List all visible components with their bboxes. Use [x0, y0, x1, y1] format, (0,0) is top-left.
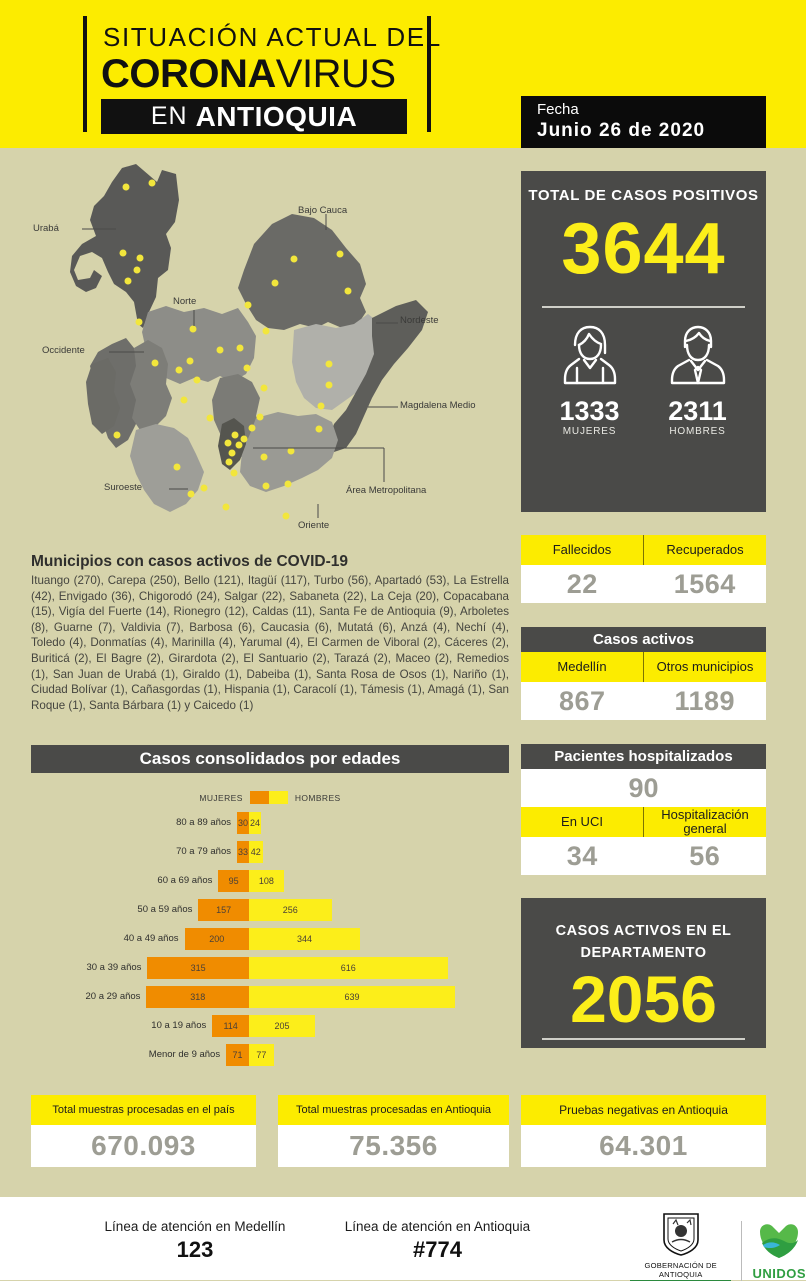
date-value: Junio 26 de 2020 — [537, 120, 706, 141]
header-location-prefix: EN — [150, 102, 188, 130]
active-department-number: 2056 — [570, 962, 717, 1036]
header-rule-left — [83, 16, 87, 132]
map-label-occidente: Occidente — [42, 345, 85, 356]
age-bar-row — [137, 899, 331, 921]
map-label-oriente: Oriente — [298, 520, 330, 531]
hospitalized-heads — [521, 807, 766, 837]
map-label-nordeste: Nordeste — [400, 315, 439, 326]
active-cases-title: Casos activos — [521, 627, 766, 652]
age-bar-row — [148, 1044, 274, 1066]
active-department-divider — [542, 1038, 745, 1040]
age-bar-row — [151, 1015, 315, 1037]
age-bar-segment-hombres: 42 — [249, 841, 263, 863]
age-chart-bars — [0, 812, 510, 1077]
header-location-banner — [101, 99, 407, 134]
header-title-bold: CORONA — [101, 52, 276, 96]
women-count: 1333 — [559, 396, 620, 426]
age-bar-segment-hombres: 205 — [249, 1015, 315, 1037]
uci-label: En UCI — [521, 807, 644, 837]
antioquia-map — [16, 152, 510, 542]
age-bar-label: 50 a 59 años — [137, 904, 193, 915]
date-label: Fecha — [537, 101, 579, 118]
age-bar-row — [157, 870, 283, 892]
age-bar-label: 40 a 49 años — [123, 933, 179, 944]
map-label-norte: Norte — [173, 296, 197, 307]
legend-swatch-hombres — [269, 791, 288, 804]
hospitalized-values — [521, 837, 766, 875]
negatives-value: 64.301 — [521, 1125, 766, 1167]
age-bar-segment-mujeres: 318 — [146, 986, 249, 1008]
age-bar-segment-mujeres: 71 — [226, 1044, 249, 1066]
antioquia-hotline-label: Línea de atención en Antioquia — [344, 1219, 531, 1234]
age-bar-label: 70 a 79 años — [176, 846, 231, 857]
footer-logos — [630, 1212, 806, 1281]
antioquia-hotline — [330, 1219, 545, 1263]
negatives-label: Pruebas negativas en Antioquia — [521, 1095, 766, 1125]
age-bar-segment-mujeres: 95 — [218, 870, 249, 892]
age-bar-row — [176, 812, 261, 834]
hospitalized-panel — [521, 744, 766, 875]
gobernacion-logo-text: GOBERNACIÓN DE ANTIOQUIA — [630, 1261, 731, 1281]
unidos-logo — [741, 1221, 806, 1281]
age-bar-segment-mujeres: 30 — [237, 812, 249, 834]
age-bar-segment-hombres: 108 — [249, 870, 284, 892]
gobernacion-logo — [630, 1212, 731, 1281]
age-bar-segment-hombres: 639 — [249, 986, 455, 1008]
hospitalized-total: 90 — [521, 769, 766, 807]
active-cases-panel — [521, 627, 766, 720]
total-cases-panel — [521, 171, 766, 512]
header-subtitle: SITUACIÓN ACTUAL DEL — [103, 22, 442, 52]
medellin-hotline-label: Línea de atención en Medellín — [104, 1219, 286, 1234]
medellin-hotline-number: 123 — [176, 1237, 214, 1262]
municipios-title: Municipios con casos activos de COVID-19 — [31, 553, 348, 570]
active-otros-value: 1189 — [674, 685, 736, 716]
age-chart-legend — [0, 791, 540, 804]
negatives-card — [521, 1095, 766, 1167]
header-location-name: ANTIOQUIA — [195, 100, 358, 132]
age-bar-label: Menor de 9 años — [148, 1049, 221, 1060]
uci-value: 34 — [566, 840, 598, 871]
map-label-uraba: Urabá — [33, 223, 59, 234]
men-label: HOMBRES — [669, 426, 726, 437]
active-department-title-line1: CASOS ACTIVOS EN EL — [555, 923, 732, 939]
women-label: MUJERES — [562, 426, 617, 437]
age-bar-segment-mujeres: 33 — [237, 841, 249, 863]
active-department-title — [521, 898, 766, 964]
header-title — [101, 52, 396, 97]
map-label-suroeste: Suroeste — [104, 482, 143, 493]
map-label-bajocauca: Bajo Cauca — [298, 205, 348, 216]
age-bar-segment-hombres: 77 — [249, 1044, 274, 1066]
age-bar-row — [123, 928, 360, 950]
header-title-light: VIRUS — [275, 52, 396, 96]
deaths-recovered-heads — [521, 535, 766, 565]
coat-of-arms-icon — [661, 1212, 701, 1256]
age-bar-row — [85, 986, 455, 1008]
gender-breakdown — [521, 323, 766, 437]
woman-icon — [559, 323, 621, 387]
legend-label-mujeres: MUJERES — [199, 792, 243, 803]
men-count: 2311 — [668, 396, 727, 426]
samples-card-pais — [31, 1095, 256, 1167]
age-bar-segment-mujeres: 315 — [147, 957, 249, 979]
age-chart-title: Casos consolidados por edades — [31, 745, 509, 773]
age-bar-segment-hombres: 344 — [249, 928, 360, 950]
age-bar-label: 30 a 39 años — [86, 962, 142, 973]
samples-card-antioquia-label: Total muestras procesadas en Antioquia — [278, 1095, 509, 1125]
age-bar-segment-mujeres: 200 — [185, 928, 250, 950]
samples-card-pais-label: Total muestras procesadas en el país — [31, 1095, 256, 1125]
age-bar-label: 80 a 89 años — [176, 817, 231, 828]
man-icon — [667, 323, 729, 387]
age-bar-label: 20 a 29 años — [85, 991, 141, 1002]
map-region-suroeste — [130, 424, 204, 512]
active-department-title-line2: DEPARTAMENTO — [580, 945, 707, 961]
total-cases-number: 3644 — [561, 209, 726, 289]
general-label: Hospitalización general — [661, 807, 749, 836]
active-cases-heads — [521, 652, 766, 682]
total-cases-divider — [542, 306, 745, 308]
deaths-value: 22 — [566, 568, 598, 599]
recovered-label: Recuperados — [666, 542, 744, 557]
legend-label-hombres: HOMBRES — [294, 792, 341, 803]
samples-card-pais-value: 670.093 — [31, 1125, 256, 1167]
municipios-list: Ituango (270), Carepa (250), Bello (121), Itagüí (117), Turbo (56), Apartadó (53), La Estrella (42), Envigado (36), Chigorodó (24), Salgar (22), Sabaneta (22), La Ceja (20), Copacabana (15), Vigía del Fuerte (14), Rionegro (12), Caldas (11), Santa Fe de Antioquia (9), Arboletes (8), Guarne (7), Valdivia (7), Barbosa (6), Caucasia (6), Mutatá (6), Anzá (4), Nechí (4), Toledo (4), Donmatías (4), Marinilla (4), Yarumal (4), El Carmen de Viboral (2), Cáceres (2), Buriticá (2), El Bagre (2), Girardota (2), El Santuario (2), Tarazá (2), Maceo (2), Remedios (1), San Juan de Urabá (1), Giraldo (1), Dabeiba (1), Santa Rosa de Osos (1), Nariño (1), Ciudad Bolívar (1), Cañasgordas (1), Hispania (1), Caracolí (1), Támesis (1), Amagá (1), San Roque (1), Santa Bárbara (1) y Caicedo (1) — [31, 574, 509, 712]
women-stat — [555, 323, 625, 437]
age-bar-segment-hombres: 24 — [249, 812, 261, 834]
map-label-areametropolitana: Área Metropolitana — [346, 485, 427, 496]
age-bar-segment-mujeres: 157 — [198, 899, 249, 921]
hospitalized-title: Pacientes hospitalizados — [521, 744, 766, 769]
deaths-recovered-panel — [521, 535, 766, 603]
medellin-hotline — [95, 1219, 295, 1263]
general-value: 56 — [689, 840, 721, 871]
men-stat — [663, 323, 733, 437]
date-box — [521, 96, 766, 148]
samples-card-antioquia — [278, 1095, 509, 1167]
deaths-recovered-values — [521, 565, 766, 603]
samples-card-antioquia-value: 75.356 — [278, 1125, 509, 1167]
active-medellin-value: 867 — [558, 685, 606, 716]
age-bar-row — [86, 957, 447, 979]
recovered-value: 1564 — [673, 568, 736, 599]
age-bar-label: 10 a 19 años — [151, 1020, 207, 1031]
age-bar-row — [176, 841, 263, 863]
legend-swatch-mujeres — [250, 791, 269, 804]
age-bar-segment-mujeres: 114 — [212, 1015, 249, 1037]
active-otros-label: Otros municipios — [656, 659, 754, 674]
antioquia-hotline-number: #774 — [413, 1237, 462, 1262]
age-bar-segment-hombres: 616 — [249, 957, 448, 979]
total-cases-title: TOTAL DE CASOS POSITIVOS — [528, 187, 759, 204]
unidos-logo-text: UNIDOS — [752, 1266, 806, 1281]
active-department-panel — [521, 898, 766, 1048]
map-region-bajocauca — [238, 214, 366, 330]
map-svg — [16, 152, 510, 542]
active-medellin-label: Medellín — [521, 652, 644, 682]
deaths-label: Fallecidos — [521, 535, 644, 565]
age-bar-segment-hombres: 256 — [249, 899, 332, 921]
unidos-heart-icon — [757, 1221, 801, 1261]
active-cases-values — [521, 682, 766, 720]
map-label-magdalena: Magdalena Medio — [400, 400, 476, 411]
age-bar-label: 60 a 69 años — [157, 875, 213, 886]
